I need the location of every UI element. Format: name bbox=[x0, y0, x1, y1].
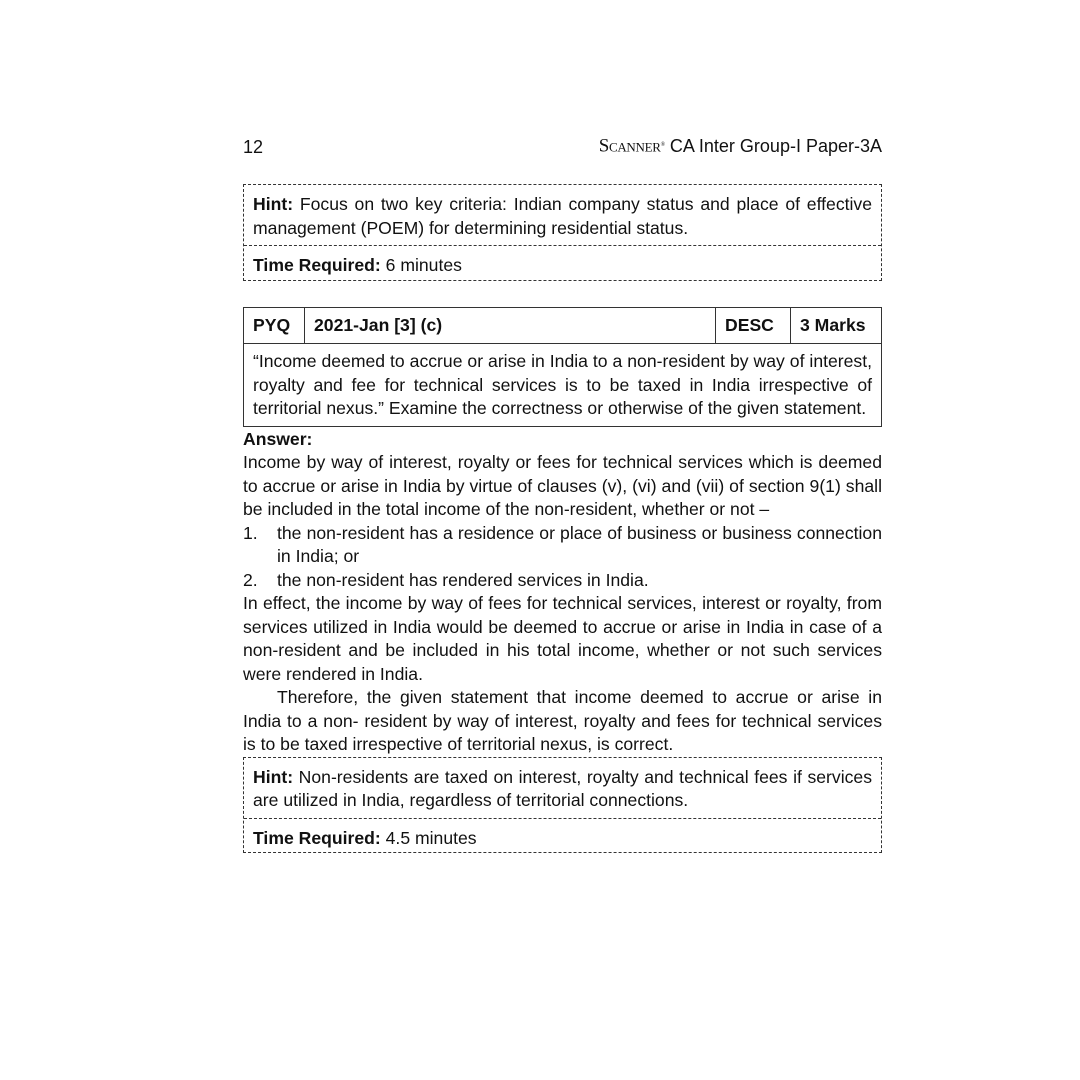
answer-conclusion: Therefore, the given statement that income deemed to accrue or arise in India to a non- resident by way of interest, royalty and fees for technical services is to be taxed irrespective of territorial nexus, is correct. bbox=[243, 687, 882, 754]
running-head bbox=[599, 135, 882, 160]
question-text: “Income deemed to accrue or arise in India to a non-resident by way of interest, royalty and fee for technical services is to be taxed in India irrespective of territorial nexus.” Examine the correctness or otherwise of the given statement. bbox=[244, 344, 882, 427]
list-item: 2. the non-resident has rendered services in India. bbox=[243, 569, 649, 590]
question-reference: 2021-Jan [3] (c) bbox=[305, 307, 716, 344]
hint-label: Hint: bbox=[253, 194, 294, 214]
hint-label: Hint: bbox=[253, 766, 294, 787]
hint-text: Non-residents are taxed on interest, royalty and technical fees if services are utilized in India, regardless of territorial connections. bbox=[253, 766, 873, 810]
page-number: 12 bbox=[243, 137, 264, 157]
time-row bbox=[244, 818, 881, 853]
answer-title: Answer: bbox=[243, 428, 313, 449]
answer-effect: In effect, the income by way of fees for technical services, interest or royalty, from services utilized in India would be deemed to accrue or arise in India in case of a non-resident and be included in his total income, whether or not such services were rendered in India. bbox=[243, 593, 882, 684]
hint-box-bottom bbox=[243, 757, 882, 854]
time-value: 6 minutes bbox=[385, 255, 462, 275]
scanner-logo: SCANNER® bbox=[598, 135, 665, 157]
time-label: Time Required: bbox=[253, 827, 381, 848]
time-row bbox=[244, 245, 881, 280]
time-value: 4.5 minutes bbox=[385, 827, 477, 848]
hint-box-top bbox=[243, 184, 882, 281]
question-header-row bbox=[244, 307, 882, 344]
hint-row bbox=[244, 185, 881, 245]
list-item: 1. the non-resident has a residence or place of business or business connection in India; or bbox=[243, 522, 882, 566]
time-label: Time Required: bbox=[253, 255, 381, 275]
answer-intro: Income by way of interest, royalty or fees for technical services which is deemed to accrue or arise in India by virtue of clauses (v), (vi) and (vii) of section 9(1) shall be included in the total income of the non-resident, whether or not – bbox=[243, 452, 882, 519]
hint-row bbox=[244, 758, 881, 818]
hint-text: Focus on two key criteria: Indian company status and place of effective management (POEM) for determining residential status. bbox=[253, 194, 872, 238]
question-category: DESC bbox=[716, 307, 791, 344]
question-type: PYQ bbox=[244, 307, 305, 344]
answer-list bbox=[243, 522, 882, 593]
question-marks: 3 Marks bbox=[791, 307, 882, 344]
book-page bbox=[243, 128, 882, 853]
question-table bbox=[243, 307, 882, 427]
book-title: CA Inter Group-I Paper-3A bbox=[669, 136, 882, 157]
page-header bbox=[243, 128, 882, 164]
